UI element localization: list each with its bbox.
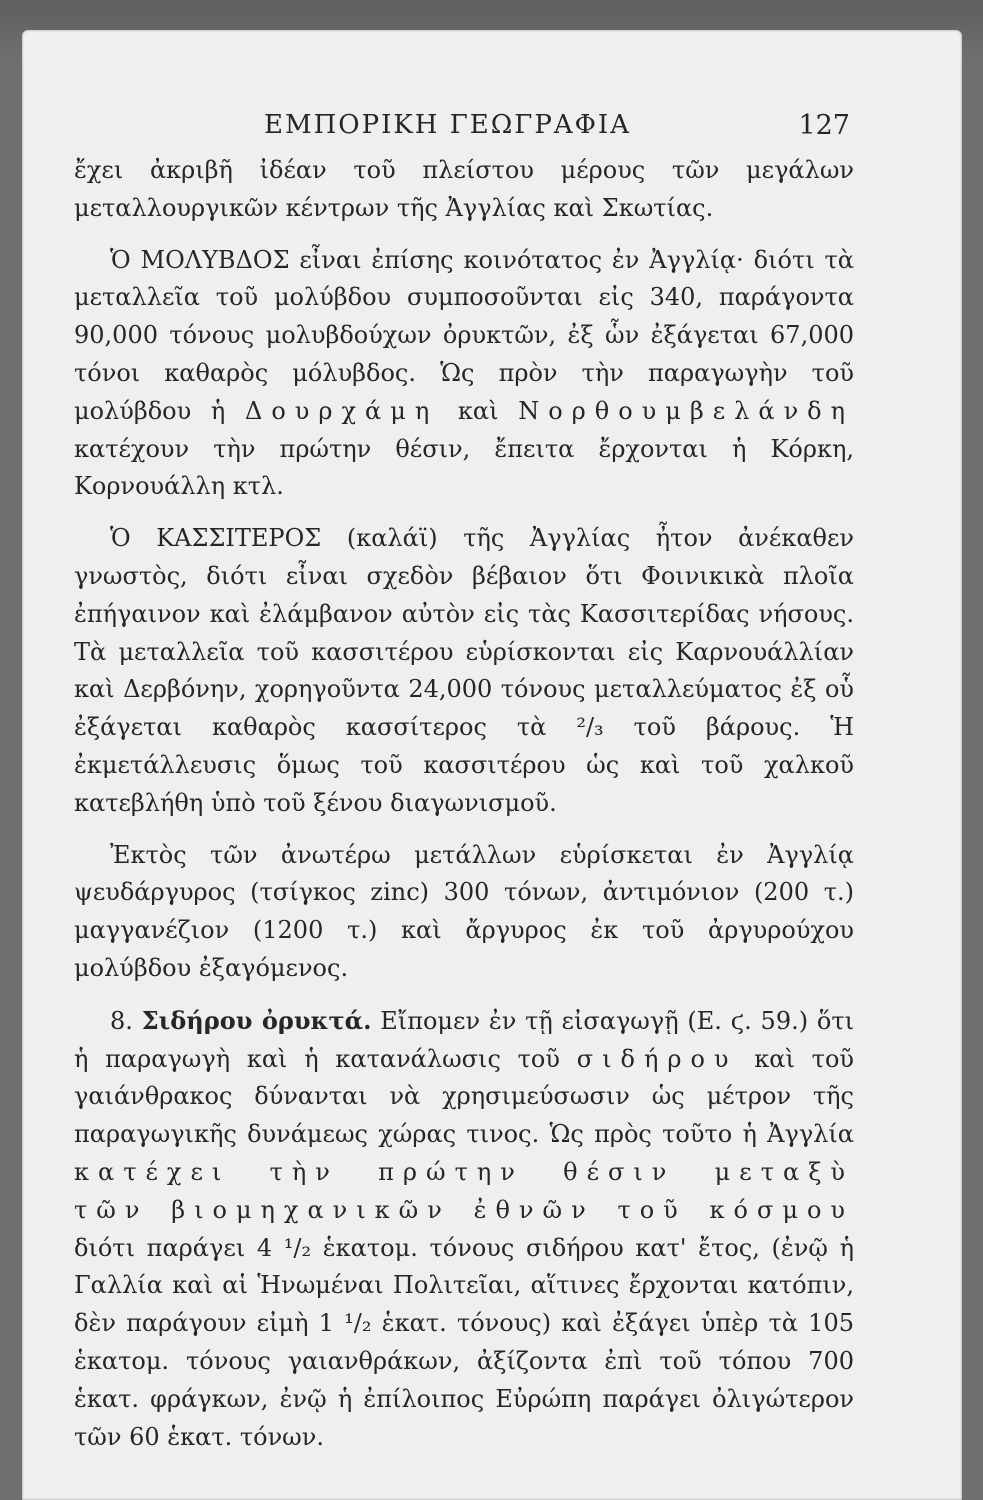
paragraph-lead (74, 242, 854, 507)
paragraph-tin (74, 520, 854, 822)
text-run: καὶ τοῦ γαιάνθρακος δύνανται νὰ χρησιμεύσωσιν ὡς μέτρον τῆς παραγωγικῆς δυνάμεως χώρας τινος. Ὡς πρὸς τοῦτο ἡ Ἀγγλία (74, 1044, 854, 1149)
spaced-text-run: Νορθουμβελάνδη (518, 396, 854, 425)
text-run: Ὁ ΚΑΣΣΙΤΕΡΟΣ (καλάϊ) τῆς Ἀγγλίας ἦτον ἀνέκαθεν γνωστὸς, διότι εἶναι σχεδὸν βέβαιον ὅτι Φοινικικὰ πλοῖα ἐπήγαινον καὶ ἐλάμβανον αὐτὸν εἰς τὰς Κασσιτερίδας νήσους. Τὰ μεταλλεῖα τοῦ κασσιτέρου εὑρίσκονται εἰς Καρνουάλλίαν καὶ Δερβόνην, χορηγοῦντα 24,000 τόνους μεταλλεύματος ἐξ οὗ ἐξάγεται καθαρὸς κασσίτερος τὰ ²/₃ τοῦ βάρους. Ἡ ἐκμετάλλευσις ὅμως τοῦ κασσιτέρου ὡς καὶ τοῦ χαλκοῦ κατεβλήθη ὑπὸ τοῦ ξένου διαγωνισμοῦ. (74, 524, 854, 817)
text-run: Ὁ ΜΟΛΥΒΔΟΣ εἶναι ἐπίσης κοινότατος ἐν Ἀγγλίᾳ· διότι τὰ μεταλλεῖα τοῦ μολύβδου συμποσοῦνται εἰς 340, παράγοντα 90,000 τόνους μολυβδούχων ὀρυκτῶν, ἐξ ὧν ἐξάγεται 67,000 τόνοι καθαρὸς μόλυβδος. Ὡς πρὸν τὴν παραγωγὴν τοῦ μολύβδου ἡ (74, 245, 854, 425)
text-run: 8. (110, 1006, 142, 1035)
paragraph-iron (74, 1002, 854, 1457)
page-body (74, 152, 854, 1470)
section-heading: Σιδήρου ὀρυκτά. (141, 1005, 372, 1035)
text-run: καὶ (438, 396, 519, 425)
text-run: ἔχει ἀκριβῆ ἰδέαν τοῦ πλείστου μέρους τῶν μεγάλων μεταλλουργικῶν κέντρων τῆς Ἀγγλίας καὶ Σκωτίας. (74, 156, 854, 222)
paragraph-1 (74, 152, 854, 228)
text-run: κατέχουν τὴν πρώτην θέσιν, ἔπειτα ἔρχονται ἡ Κόρκη, Κορνουάλλη κτλ. (74, 434, 854, 501)
text-run: Εἴπομεν ἐν τῇ εἰσαγωγῇ (Ε. ϛ. 59.) ὅτι ἡ παραγωγὴ καὶ ἡ κατανάλωσις τοῦ (74, 1006, 855, 1073)
page-header (74, 100, 854, 140)
running-title: ΕΜΠΟΡΙΚΗ ΓΕΩΓΡΑΦΙΑ (264, 110, 631, 140)
text-run: διότι παράγει 4 ¹/₂ ἑκατομ. τόνους σιδήρου κατ' ἔτος, (ἐνῷ ἡ Γαλλία καὶ αἱ Ἡνωμέναι Πολιτεῖαι, αἵτινες ἔρχονται κατόπιν, δὲν παράγουν εἰμὴ 1 ¹/₂ ἑκατ. τόνους) καὶ ἐξάγει ὑπὲρ τὰ 105 ἑκατομ. τόνους γαιανθράκων, ἀξίζοντα ἐπὶ τοῦ τόπου 700 ἑκατ. φράγκων, ἐνῷ ἡ ἐπίλοιπος Εὐρώπη παράγει ὀλιγώτερον τῶν 60 ἑκατ. τόνων. (74, 1233, 854, 1451)
spaced-text-run: σιδήρου (576, 1044, 738, 1073)
text-run: Ἐκτὸς τῶν ἀνωτέρω μετάλλων εὑρίσκεται ἐν Ἀγγλίᾳ ψευδάργυρος (τσίγκος zinc) 300 τόνων, ἀντιμόνιον (200 τ.) μαγγανέζιον (1200 τ.) καὶ ἄργυρος ἐκ τοῦ ἀργυρούχου μολύβδου ἐξαγόμενος. (74, 840, 854, 982)
spaced-text-run: Δουρχάμη (244, 396, 439, 425)
spaced-text-run: κατέχει τὴν πρώτην θέσιν μεταξὺ τῶν βιομηχανικῶν ἐθνῶν τοῦ κόσμου (74, 1157, 854, 1224)
page-number: 127 (798, 110, 850, 141)
paragraph-other-metals (74, 837, 854, 988)
